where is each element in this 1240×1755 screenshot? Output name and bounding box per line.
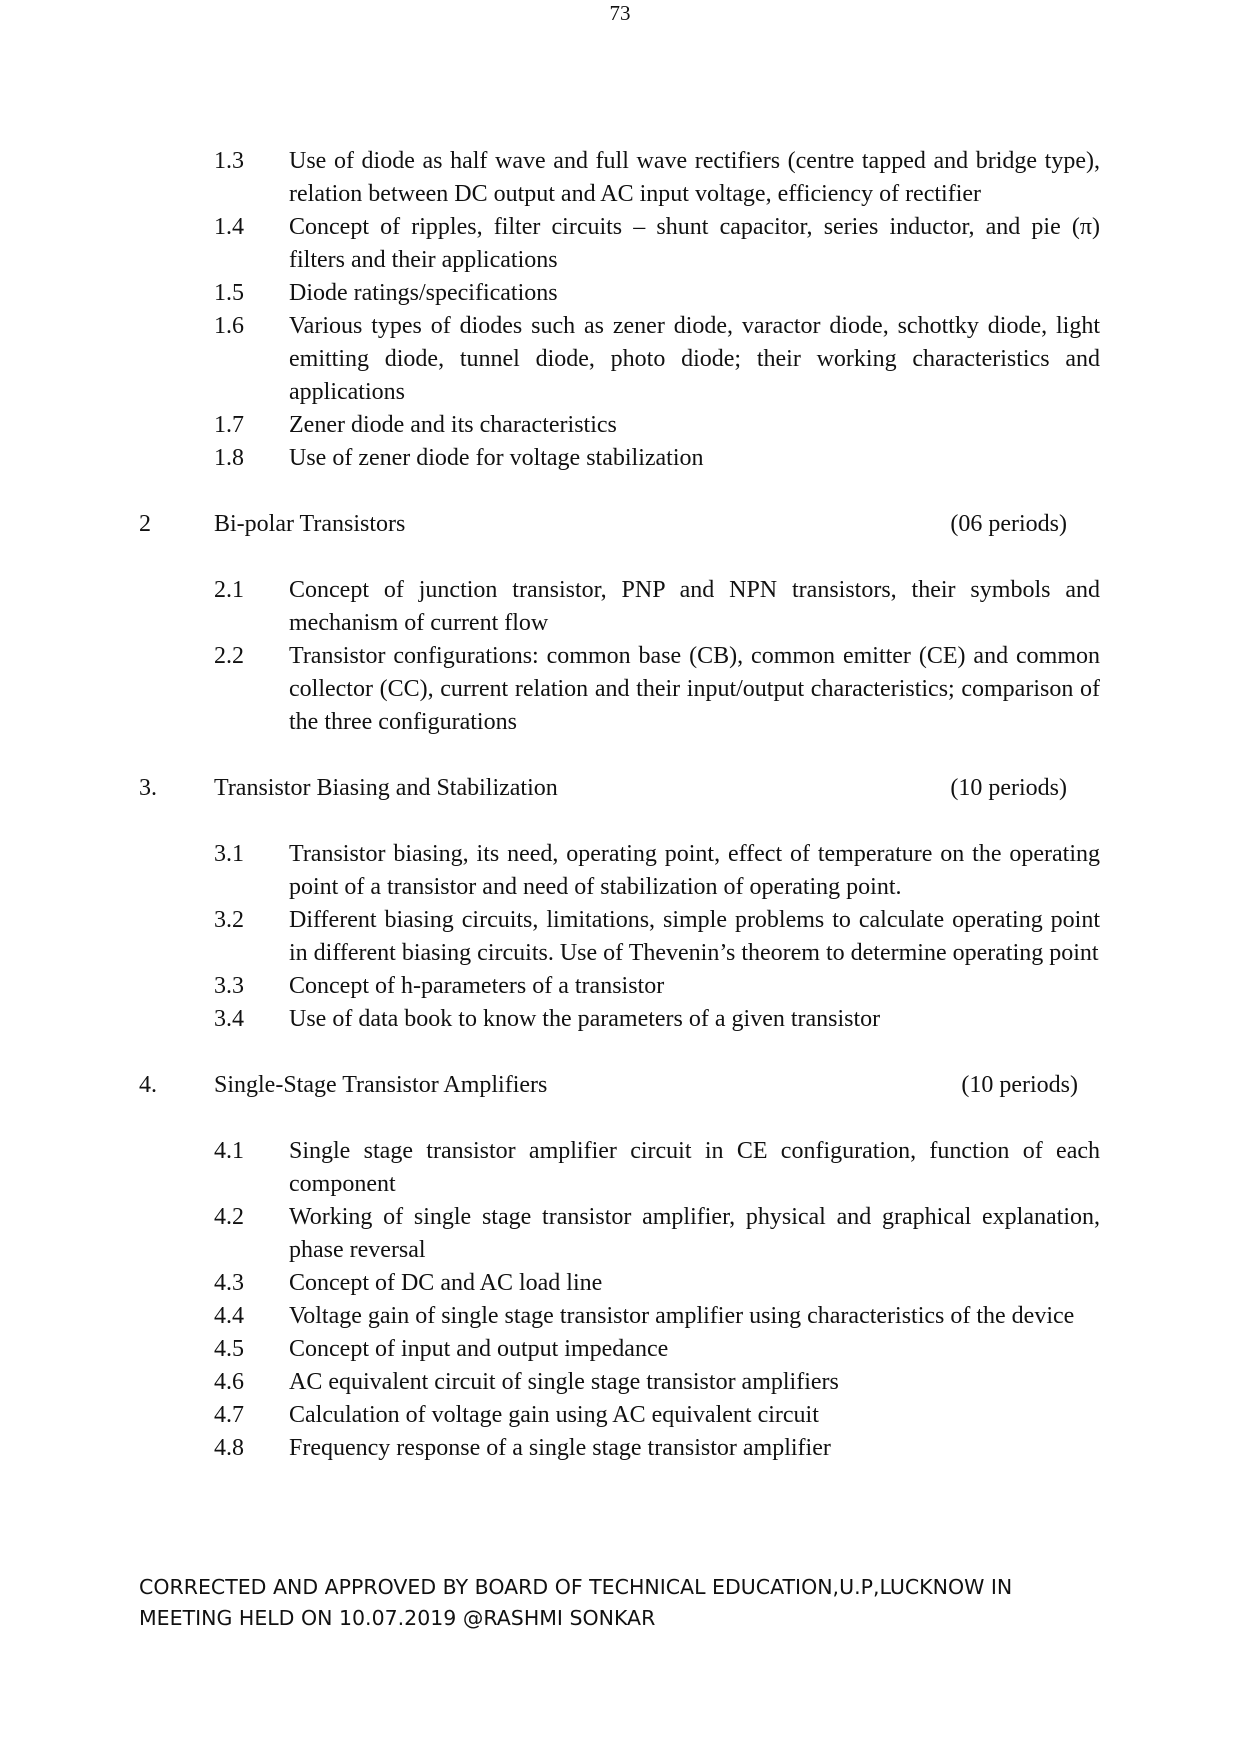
section-periods: (06 periods) (950, 511, 1067, 537)
item-number: 4.4 (214, 1303, 244, 1329)
item-number: 4.6 (214, 1369, 244, 1395)
list-item (214, 1366, 1100, 1399)
item-number: 4.5 (214, 1336, 244, 1362)
item-text: Concept of DC and AC load line (289, 1270, 603, 1296)
item-text: Frequency response of a single stage transistor amplifier (289, 1435, 831, 1461)
footer-line: CORRECTED AND APPROVED BY BOARD OF TECHNICAL EDUCATION,U.P,LUCKNOW IN (139, 1575, 1013, 1599)
list-item (214, 904, 1100, 970)
item-text: Zener diode and its characteristics (289, 412, 617, 438)
list-item (214, 409, 1100, 442)
item-number: 1.7 (214, 412, 244, 438)
section-periods: (10 periods) (961, 1072, 1078, 1098)
item-text: Diode ratings/specifications (289, 280, 558, 306)
item-text: Calculation of voltage gain using AC equivalent circuit (289, 1402, 819, 1428)
footer-line: MEETING HELD ON 10.07.2019 @RASHMI SONKAR (139, 1606, 656, 1630)
item-number: 2.1 (214, 577, 244, 603)
item-number: 1.6 (214, 313, 244, 339)
list-item (214, 1135, 1100, 1201)
item-text: Transistor configurations: common base (CB), common emitter (CE) and common collector (CC), current relation and their input/output characteristics; comparison of the three configurations (289, 643, 1100, 735)
item-number: 4.7 (214, 1402, 244, 1428)
item-number: 1.4 (214, 214, 244, 240)
item-text: Transistor biasing, its need, operating point, effect of temperature on the operating point of a transistor and need of stabilization of operating point. (289, 841, 1100, 900)
section-periods: (10 periods) (950, 775, 1067, 801)
section-heading (0, 1069, 1240, 1102)
list-item (214, 277, 1100, 310)
item-number: 1.5 (214, 280, 244, 306)
syllabus-content (0, 145, 1240, 1465)
list-item (214, 1003, 1100, 1036)
list-item (214, 640, 1100, 739)
item-number: 4.8 (214, 1435, 244, 1461)
list-item (214, 1333, 1100, 1366)
item-text: Concept of input and output impedance (289, 1336, 669, 1362)
item-text: AC equivalent circuit of single stage transistor amplifiers (289, 1369, 839, 1395)
page-number: 73 (609, 1, 631, 25)
section-title: Single-Stage Transistor Amplifiers (214, 1072, 548, 1098)
item-text: Single stage transistor amplifier circuit in CE configuration, function of each component (289, 1138, 1100, 1197)
list-item (214, 838, 1100, 904)
list-item (214, 442, 1100, 475)
item-number: 4.3 (214, 1270, 244, 1296)
item-text: Concept of junction transistor, PNP and NPN transistors, their symbols and mechanism of current flow (289, 577, 1100, 636)
section-number: 3. (139, 775, 157, 801)
approval-footer (139, 1572, 1119, 1634)
list-item (214, 1399, 1100, 1432)
section-heading (0, 508, 1240, 541)
item-text: Different biasing circuits, limitations, simple problems to calculate operating point in different biasing circuits. Use of Thevenin’s theorem to determine operating point (289, 907, 1100, 966)
list-item (214, 1300, 1100, 1333)
item-text: Concept of h-parameters of a transistor (289, 973, 665, 999)
section-heading (0, 772, 1240, 805)
item-text: Use of zener diode for voltage stabilization (289, 445, 704, 471)
item-text: Use of data book to know the parameters of a given transistor (289, 1006, 881, 1032)
list-item (214, 211, 1100, 277)
item-text: Working of single stage transistor amplifier, physical and graphical explanation, phase reversal (289, 1204, 1100, 1263)
list-item (214, 1201, 1100, 1267)
item-text: Voltage gain of single stage transistor amplifier using characteristics of the device (289, 1303, 1075, 1329)
item-number: 1.3 (214, 148, 244, 174)
item-number: 3.4 (214, 1006, 244, 1032)
item-number: 3.3 (214, 973, 244, 999)
section-title: Transistor Biasing and Stabilization (214, 775, 558, 801)
list-item (214, 1267, 1100, 1300)
item-number: 4.1 (214, 1138, 244, 1164)
item-number: 3.1 (214, 841, 244, 867)
section-title: Bi-polar Transistors (214, 511, 406, 537)
item-number: 1.8 (214, 445, 244, 471)
item-number: 2.2 (214, 643, 244, 669)
list-item (214, 145, 1100, 211)
item-number: 4.2 (214, 1204, 244, 1230)
item-text: Concept of ripples, filter circuits – shunt capacitor, series inductor, and pie (π) filters and their applications (289, 214, 1100, 273)
item-number: 3.2 (214, 907, 244, 933)
list-item (214, 970, 1100, 1003)
list-item (214, 310, 1100, 409)
section-number: 4. (139, 1072, 157, 1098)
section-number: 2 (139, 511, 151, 537)
list-item (214, 1432, 1100, 1465)
list-item (214, 574, 1100, 640)
item-text: Various types of diodes such as zener diode, varactor diode, schottky diode, light emitting diode, tunnel diode, photo diode; their working characteristics and applications (289, 313, 1100, 405)
item-text: Use of diode as half wave and full wave rectifiers (centre tapped and bridge type), relation between DC output and AC input voltage, efficiency of rectifier (289, 148, 1100, 207)
